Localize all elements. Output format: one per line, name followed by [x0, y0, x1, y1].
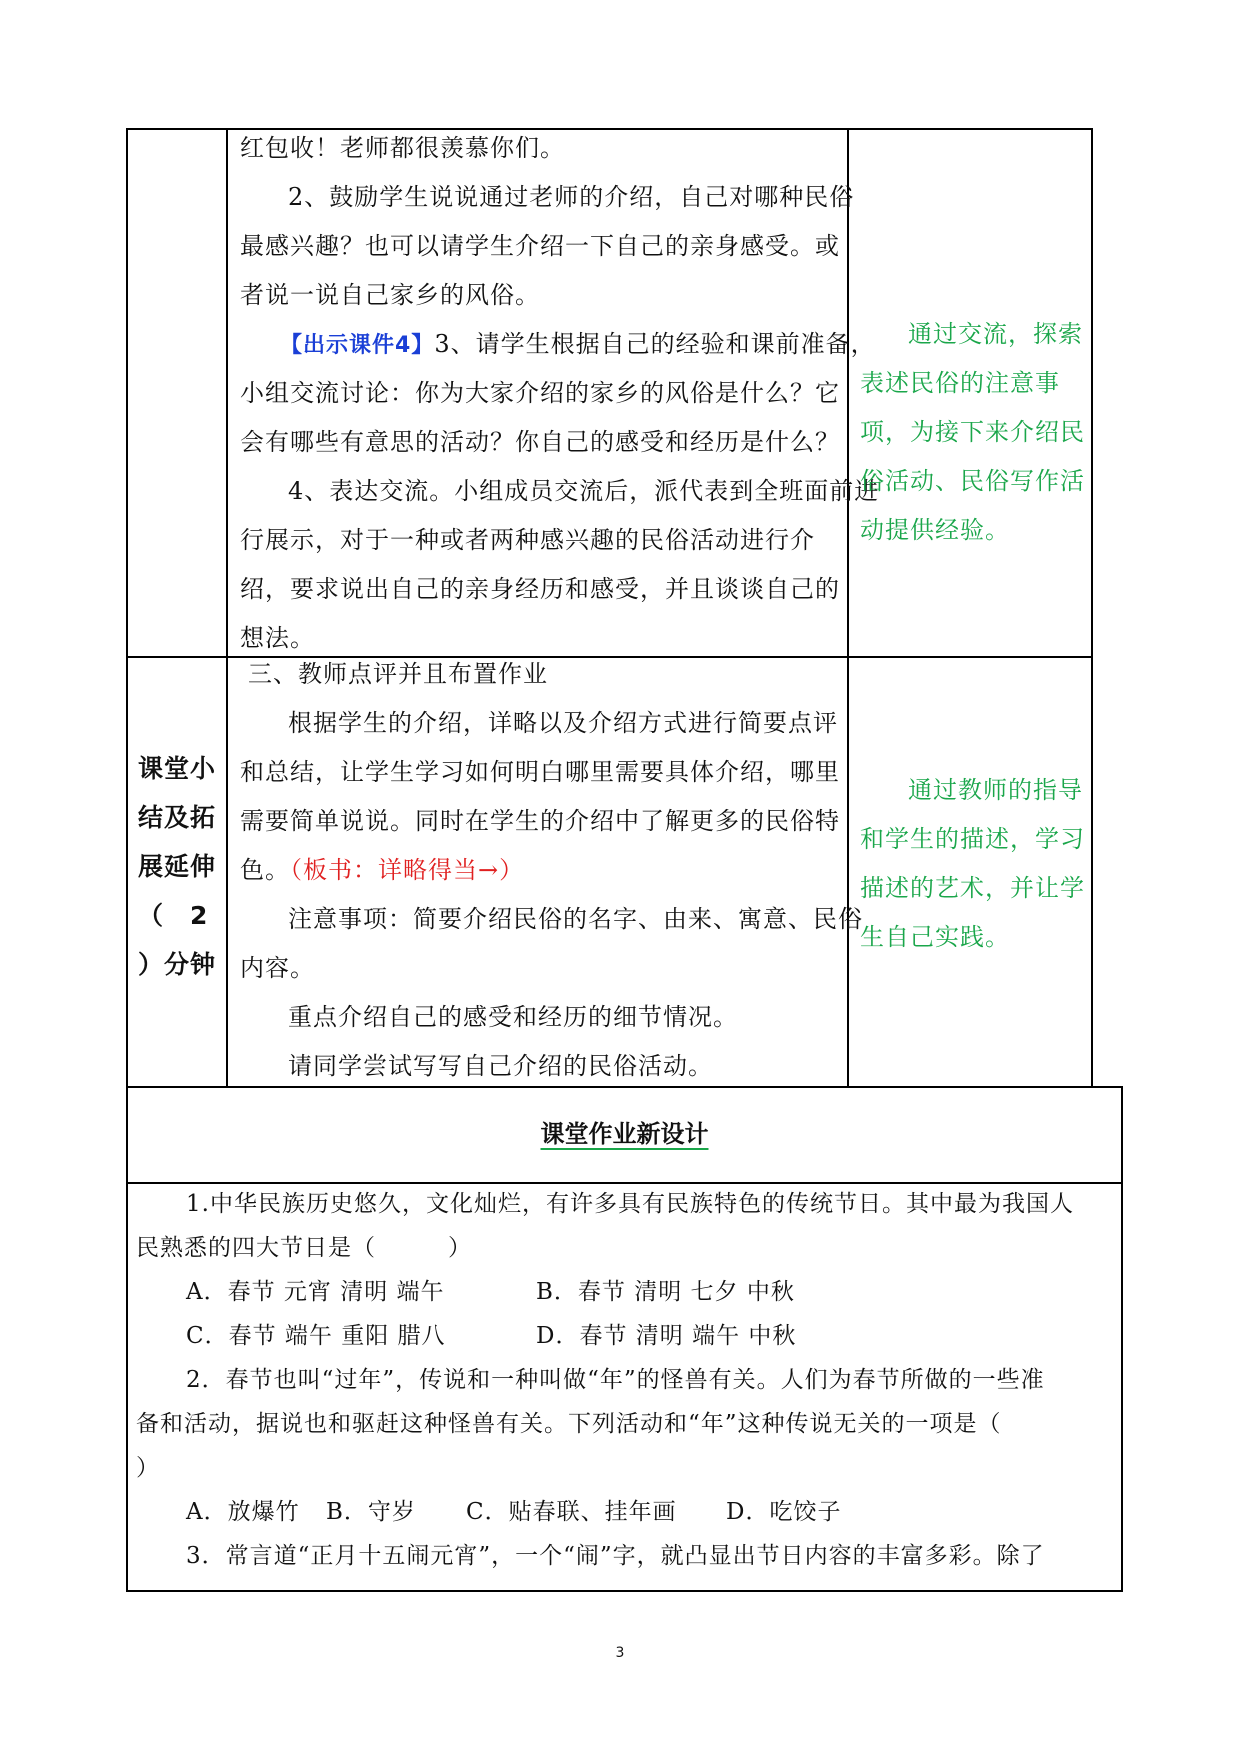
q2-option-b: B．守岁	[326, 1499, 416, 1525]
q2-option-d: D．吃饺子	[726, 1499, 842, 1525]
row1-content	[240, 124, 880, 663]
table-col-divider-1	[226, 128, 228, 1088]
q1-option-a: A．春节 元宵 清明 端午	[186, 1279, 445, 1305]
homework-body	[136, 1182, 1122, 1578]
content-line: 2、鼓励学生说说通过老师的介绍，自己对哪种民俗	[288, 183, 855, 211]
stage-line: （ 2	[138, 901, 209, 930]
row2-content	[240, 650, 863, 1091]
content-line: 根据学生的介绍，详略以及介绍方式进行简要点评	[288, 709, 838, 737]
q2-options	[136, 1490, 1122, 1534]
intent-line: 表述民俗的注意事	[860, 369, 1060, 397]
content-line: 者说一说自己家乡的风俗。	[240, 281, 540, 309]
homework-border-bottom	[126, 1590, 1123, 1592]
stage-line: 课堂小	[138, 754, 217, 783]
q1-options-row2	[136, 1314, 1122, 1358]
board-note: （板书：详略得当→）	[290, 856, 525, 884]
stage-line: 展延伸	[138, 852, 217, 881]
question-line: 民熟悉的四大节日是（ ）	[136, 1235, 472, 1261]
q2-option-a: A．放爆竹	[186, 1499, 300, 1525]
row2-intent	[860, 766, 1088, 962]
content-line	[240, 320, 876, 369]
content-line: 内容。	[240, 954, 315, 982]
question-line: 备和活动，据说也和驱赶这种怪兽有关。下列活动和“年”这种传说无关的一项是（	[136, 1411, 1002, 1437]
intent-line: 描述的艺术，并让学	[860, 874, 1085, 902]
courseware-tag: 【出示课件4】	[280, 333, 435, 358]
intent-line: 和学生的描述，学习	[860, 825, 1085, 853]
content-line: 注意事项：简要介绍民俗的名字、由来、寓意、民俗	[288, 905, 863, 933]
content-line: 绍，要求说出自己的亲身经历和感受，并且谈谈自己的	[240, 575, 840, 603]
content-line: 需要简单说说。同时在学生的介绍中了解更多的民俗特	[240, 807, 840, 835]
q1-option-b: B．春节 清明 七夕 中秋	[536, 1279, 795, 1305]
q1-option-d: D．春节 清明 端午 中秋	[536, 1323, 797, 1349]
table-border-left	[126, 128, 128, 1088]
content-line	[240, 846, 850, 895]
q1-option-c: C．春节 端午 重阳 腊八	[186, 1323, 446, 1349]
question-line: 3．常言道“正月十五闹元宵”，一个“闹”字，就凸显出节日内容的丰富多彩。除了	[186, 1543, 1045, 1569]
homework-border-left	[126, 1086, 128, 1592]
intent-line: 通过教师的指导	[908, 776, 1083, 804]
intent-line: 项，为接下来介绍民	[860, 418, 1085, 446]
stage-line: 结及拓	[138, 803, 217, 832]
intent-line: 生自己实践。	[860, 923, 1010, 951]
intent-line: 俗活动、民俗写作活	[860, 467, 1085, 495]
homework-title: 课堂作业新设计	[540, 1120, 709, 1148]
content-line: 请同学尝试写写自己介绍的民俗活动。	[288, 1052, 713, 1080]
table-border-right	[1091, 128, 1093, 1088]
content-line: 想法。	[240, 624, 315, 652]
content-line: 会有哪些有意思的活动？你自己的感受和经历是什么？	[240, 428, 840, 456]
section-heading: 三、教师点评并且布置作业	[248, 660, 548, 688]
content-line: 和总结，让学生学习如何明白哪里需要具体介绍，哪里	[240, 758, 840, 786]
content-line: 最感兴趣？也可以请学生介绍一下自己的亲身感受。或	[240, 232, 840, 260]
intent-line: 通过交流，探索	[908, 320, 1083, 348]
stage-label	[138, 744, 226, 989]
question-line: 1.中华民族历史悠久，文化灿烂，有许多具有民族特色的传统节日。其中最为我国人	[186, 1191, 1074, 1217]
content-line: 红包收！老师都很羡慕你们。	[240, 134, 565, 162]
question-line: ）	[136, 1455, 160, 1481]
content-text: 3、请学生根据自己的经验和课前准备，	[434, 330, 876, 358]
q1-options-row1	[136, 1270, 1122, 1314]
content-line: 行展示，对于一种或者两种感兴趣的民俗活动进行介	[240, 526, 815, 554]
content-line: 4、表达交流。小组成员交流后，派代表到全班面前进	[288, 477, 880, 505]
q2-option-c: C．贴春联、挂年画	[466, 1499, 677, 1525]
row1-intent	[860, 310, 1088, 555]
intent-line: 动提供经验。	[860, 516, 1010, 544]
stage-line: ）分钟	[138, 950, 217, 979]
question-line: 2．春节也叫“过年”，传说和一种叫做“年”的怪兽有关。人们为春节所做的一些准	[186, 1367, 1045, 1393]
content-line: 重点介绍自己的感受和经历的细节情况。	[288, 1003, 738, 1031]
page-number: 3	[615, 1645, 625, 1661]
content-text: 色。	[240, 856, 290, 884]
content-line: 小组交流讨论：你为大家介绍的家乡的风俗是什么？它	[240, 379, 840, 407]
